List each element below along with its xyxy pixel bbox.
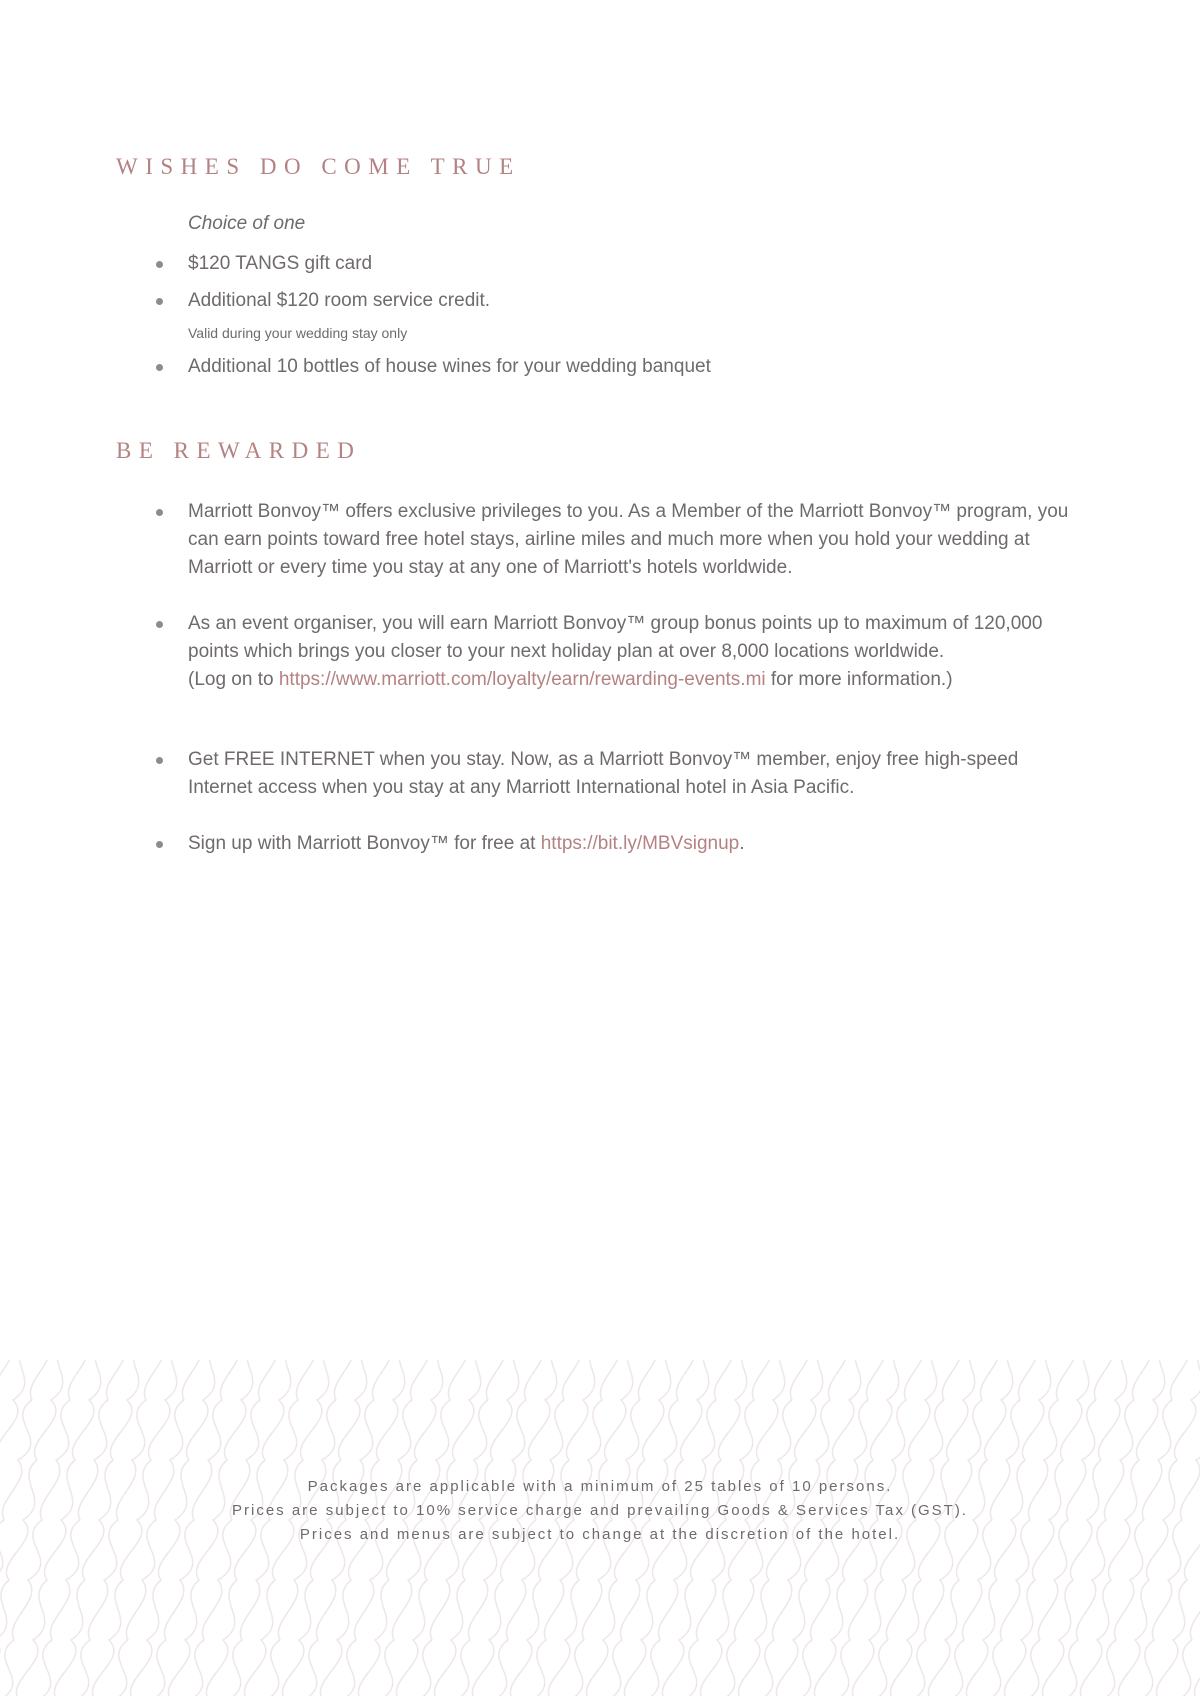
bullet-icon bbox=[156, 621, 163, 628]
list-item-text: Marriott Bonvoy™ offers exclusive privileges to you. As a Member of the Marriott Bonvoy™ program, you can earn points toward free hotel stays, airline miles and much more when you hold your wedding at Marriott or every time you stay at any one of Marriott's hotels worldwide. bbox=[188, 501, 1069, 578]
footer-line: Packages are applicable with a minimum of 25 tables of 10 persons. bbox=[307, 1478, 893, 1495]
list-item-text: . bbox=[739, 833, 745, 854]
rewarding-events-link[interactable]: https://www.marriott.com/loyalty/earn/rewarding-events.mi bbox=[278, 669, 766, 690]
list-item bbox=[188, 287, 490, 315]
list-item bbox=[188, 353, 711, 381]
choice-note: Choice of one bbox=[188, 213, 306, 234]
section-heading-wishes: WISHES DO COME TRUE bbox=[116, 154, 521, 179]
list-item-text: Additional 10 bottles of house wines for your wedding banquet bbox=[188, 356, 711, 377]
item-note: Valid during your wedding stay only bbox=[188, 325, 408, 341]
signup-link[interactable]: https://bit.ly/MBVsignup bbox=[540, 833, 740, 854]
bullet-icon bbox=[156, 261, 163, 268]
list-item bbox=[188, 830, 1088, 858]
list-item-text: Sign up with Marriott Bonvoy™ for free at bbox=[188, 833, 541, 854]
bullet-icon bbox=[156, 364, 163, 371]
bullet-icon bbox=[156, 841, 163, 848]
bullet-icon bbox=[156, 757, 163, 764]
list-item-text: Additional $120 room service credit. bbox=[188, 290, 491, 311]
list-item-text: for more information.) bbox=[765, 669, 953, 690]
footer-line: Prices are subject to 10% service charge and prevailing Goods & Services Tax (GST). bbox=[232, 1502, 968, 1519]
list-item bbox=[188, 610, 1088, 694]
list-item-text: $120 TANGS gift card bbox=[188, 253, 373, 274]
list-item bbox=[188, 250, 372, 278]
list-item-text: As an event organiser, you will earn Marriott Bonvoy™ group bonus points up to maximum of 120,000 points which brings you closer to your next holiday plan at over 8,000 locations worldwide. bbox=[188, 613, 1043, 662]
bullet-icon bbox=[156, 298, 163, 305]
footer-line: Prices and menus are subject to change at the discretion of the hotel. bbox=[299, 1526, 901, 1543]
list-item-text: (Log on to bbox=[188, 669, 279, 690]
list-item bbox=[188, 746, 1088, 802]
section-heading-rewarded: BE REWARDED bbox=[116, 438, 362, 463]
footer-disclaimer bbox=[0, 1475, 1200, 1547]
list-item-text: Get FREE INTERNET when you stay. Now, as a Marriott Bonvoy™ member, enjoy free high-speed Internet access when you stay at any Marriott International hotel in Asia Pacific. bbox=[188, 749, 1019, 798]
bullet-icon bbox=[156, 509, 163, 516]
list-item bbox=[188, 498, 1088, 582]
